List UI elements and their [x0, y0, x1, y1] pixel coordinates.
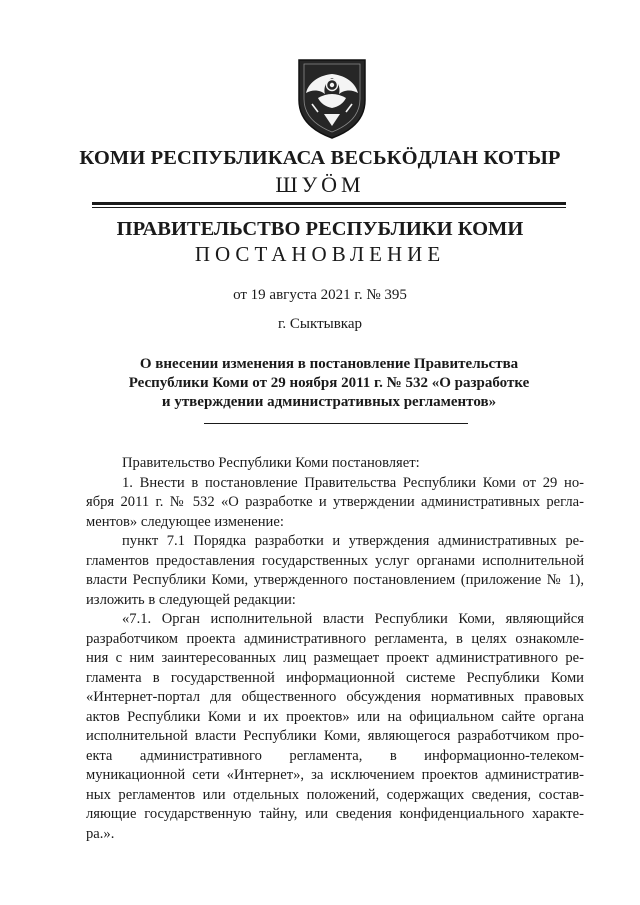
body-line: 1. Внести в постановление Правительства Республики Коми от 29 но- [122, 474, 584, 491]
decree-title-line: Республики Коми от 29 ноября 2011 г. № 532 «О разработке [128, 375, 530, 391]
decree-title-line: О внесении изменения в постановление Правительства [139, 356, 519, 372]
body-line: актов Республики Коми и их проектов» или на официальном сайте органа [86, 708, 584, 725]
body-line: ляющие государственную тайну, или сведения конфиденциального характе- [86, 806, 584, 822]
decree-body [86, 454, 584, 844]
decree-title [90, 355, 568, 412]
header-divider-thin [92, 207, 566, 208]
body-line: ментов» следующее изменение: [86, 513, 284, 530]
komi-decree-word: ШУÖМ [275, 172, 365, 197]
body-line: екта административного регламента, в информационно-телеком- [86, 747, 584, 764]
body-line: власти Республики Коми, утвержденного постановлением (приложение № 1), [86, 572, 584, 588]
body-line: ния с ним заинтересованных лиц размещает проект административного ре- [86, 650, 584, 666]
body-line: изложить в следующей редакции: [86, 591, 296, 608]
body-line: муникационной сети «Интернет», за исключением проектов административ- [86, 767, 584, 783]
title-underline [204, 423, 468, 424]
decree-word: ПОСТАНОВЛЕНИЕ [194, 242, 446, 266]
body-line: гламента в государственной информационной системе Республики Коми [86, 669, 584, 686]
body-line: Правительство Республики Коми постановляет: [122, 455, 420, 471]
body-line: ра.». [86, 825, 115, 842]
header-divider-thick [92, 202, 566, 205]
komi-coat-of-arms-icon [294, 54, 370, 140]
decree-date-number: от 19 августа 2021 г. № 395 [233, 287, 407, 303]
body-line: разработчиком проекта административного регламента, в целях ознакомле- [86, 630, 584, 647]
government-title: ПРАВИТЕЛЬСТВО РЕСПУБЛИКИ КОМИ [116, 218, 524, 240]
decree-title-line: и утверждении административных регламентов» [161, 394, 497, 410]
body-line: исполнительной власти Республики Коми, являющегося разработчиком про- [86, 728, 584, 744]
body-line: ных регламентов или отдельных положений, содержащих сведения, состав- [86, 786, 584, 803]
komi-authority-title: КОМИ РЕСПУБЛИКАСА ВЕСЬКÖДЛАН КОТЫР [79, 147, 561, 169]
body-line: «Интернет-портал для общественного обсуждения нормативных правовых [86, 689, 584, 705]
body-line: гламентов предоставления государственных услуг органами исполнительной [86, 552, 584, 569]
body-line: «7.1. Орган исполнительной власти Республики Коми, являющийся [122, 611, 584, 627]
body-line: ября 2011 г. № 532 «О разработке и утверждении административных регла- [86, 494, 584, 510]
decree-city: г. Сыктывкар [277, 316, 363, 332]
body-line: пункт 7.1 Порядка разработки и утверждения административных ре- [122, 533, 584, 549]
